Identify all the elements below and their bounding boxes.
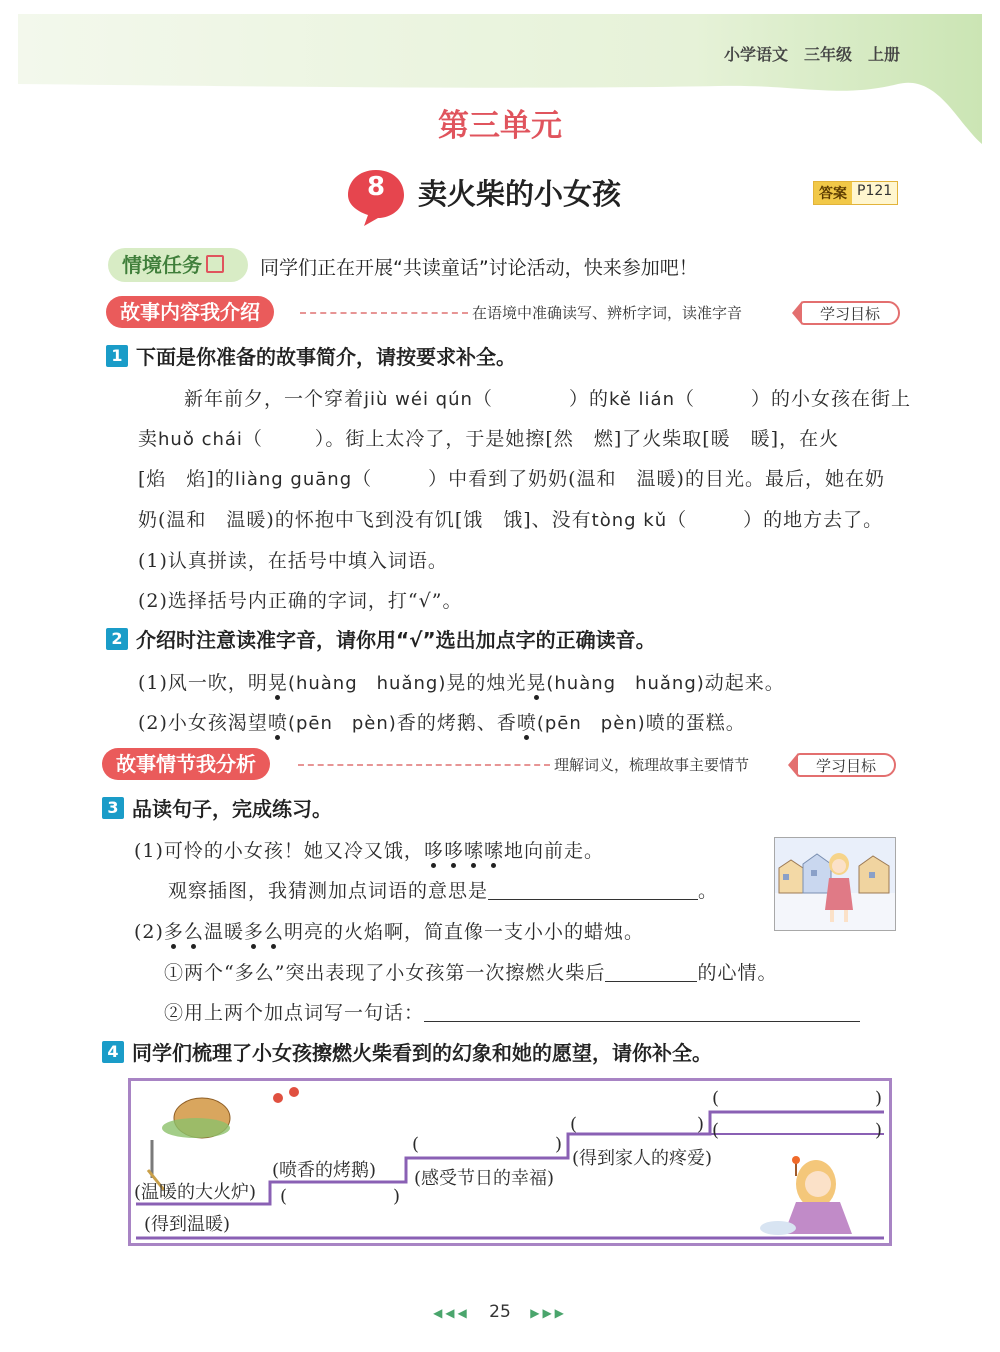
answer-label: 答案 <box>814 182 852 204</box>
answer-reference[interactable] <box>813 181 898 205</box>
answer-blank[interactable] <box>687 509 743 529</box>
question-number: 3 <box>102 797 124 819</box>
goal-tag: 学习目标 <box>800 301 900 325</box>
pinyin-choice[interactable]: (huàng huǎng) <box>287 673 447 694</box>
question-title: 品读句子，完成练习。 <box>132 797 332 821</box>
section-divider <box>300 312 468 314</box>
goal-tag: 学习目标 <box>796 753 896 777</box>
write-sentence-question: ②用上两个加点词写一句话： <box>164 998 860 1025</box>
unit-title: 第三单元 <box>438 108 562 144</box>
section-goal: 在语境中准确读写、辨析字词，读准字音 <box>472 304 743 322</box>
book-info: 小学语文 三年级 上册 <box>723 45 900 64</box>
girl-in-snow-illustration <box>774 837 896 931</box>
story-line-2: 卖huǒ chái（ ）。街上太冷了，于是她擦[然 燃]了火柴取[暖 暖]，在火 <box>138 428 840 450</box>
sentence-1: (1)可怜的小女孩！她又冷又饿，哆哆嗦嗦地向前走。 <box>134 840 604 862</box>
question-number: 1 <box>106 345 128 367</box>
vision-label: (喷香的烤鹅) <box>272 1160 377 1181</box>
sub-question: (2)选择括号内正确的字词，打“√”。 <box>138 590 463 612</box>
checkbox-icon <box>206 255 224 273</box>
right-arrows-icon: ▶▶▶ <box>530 1306 567 1320</box>
answer-line[interactable] <box>424 1001 860 1022</box>
sub-question: (1)认真拼读，在括号中填入词语。 <box>138 550 448 572</box>
left-arrows-icon: ◀◀◀ <box>433 1306 470 1320</box>
sentence-2: (2)多么温暖多么明亮的火焰啊，简直像一支小小的蜡烛。 <box>134 921 645 943</box>
section-divider <box>298 764 550 766</box>
story-line-1: 新年前夕，一个穿着jiù wéi qún（ ）的kě lián（ ）的小女孩在街上 <box>184 388 912 410</box>
pinyin-choice[interactable]: (pēn pèn) <box>536 713 646 734</box>
answer-blank[interactable] <box>493 388 569 408</box>
section-title-content: 故事内容我介绍 <box>106 296 274 328</box>
guess-prompt: 观察插图，我猜测加点词语的意思是 。 <box>168 880 719 902</box>
pronunciation-line-2: (2)小女孩渴望喷(pēn pèn)香的烤鹅、香喷(pēn pèn)喷的蛋糕。 <box>138 712 746 734</box>
story-line-4: 奶(温和 温暖)的怀抱中飞到没有饥[饿 饿]、没有tòng kǔ（ ）的地方去了。 <box>138 509 884 531</box>
task-badge <box>108 248 248 282</box>
question-title: 介绍时注意读准字音，请你用“√”选出加点字的正确读音。 <box>136 628 656 652</box>
feeling-question: ①两个“多么”突出表现了小女孩第一次擦燃火柴后 的心情。 <box>164 962 778 984</box>
question-title: 同学们梳理了小女孩擦燃火柴看到的幻象和她的愿望，请你补全。 <box>132 1041 712 1065</box>
story-line-3: [焰 焰]的liàng guāng（ ）中看到了奶奶(温和 温暖)的目光。最后，她在奶 <box>138 468 885 490</box>
vision-blank[interactable]: ( ) <box>570 1114 704 1135</box>
answer-page: P121 <box>857 183 893 199</box>
pinyin-choice[interactable]: (pēn pèn) <box>287 713 397 734</box>
answer-blank[interactable] <box>263 428 315 448</box>
vision-blank[interactable]: ( ) <box>412 1134 562 1155</box>
task-label: 情境任务 <box>122 253 202 277</box>
wish-blank[interactable]: ( ) <box>280 1186 400 1207</box>
wish-label: (得到家人的疼爱) <box>572 1148 713 1169</box>
answer-blank[interactable] <box>695 388 751 408</box>
pronunciation-line-1: (1)风一吹，明晃(huàng huǎng)晃的烛光晃(huàng huǎng)动起来。 <box>138 672 785 694</box>
lesson-title: 卖火柴的小女孩 <box>418 177 622 211</box>
page-footer <box>0 1302 1000 1322</box>
vision-blank[interactable]: ( ) <box>712 1088 882 1109</box>
vision-label: (温暖的大火炉) <box>134 1182 257 1203</box>
section-title-plot: 故事情节我分析 <box>102 748 270 780</box>
wish-label: (得到温暖) <box>144 1214 231 1235</box>
answer-line[interactable] <box>605 961 697 982</box>
lesson-number: 8 <box>366 172 386 202</box>
question-title: 下面是你准备的故事简介，请按要求补全。 <box>136 345 516 369</box>
answer-blank[interactable] <box>372 468 428 488</box>
page-number: 25 <box>489 1302 511 1322</box>
wish-label: (感受节日的幸福) <box>414 1168 555 1189</box>
question-number: 2 <box>106 628 128 650</box>
section-goal: 理解词义，梳理故事主要情节 <box>554 756 750 774</box>
wish-blank[interactable]: ( ) <box>712 1120 882 1141</box>
pinyin-choice[interactable]: (huàng huǎng) <box>546 673 705 694</box>
task-text: 同学们正在开展“共读童话”讨论活动，快来参加吧！ <box>260 257 698 279</box>
answer-line[interactable] <box>488 879 698 900</box>
question-number: 4 <box>102 1041 124 1063</box>
